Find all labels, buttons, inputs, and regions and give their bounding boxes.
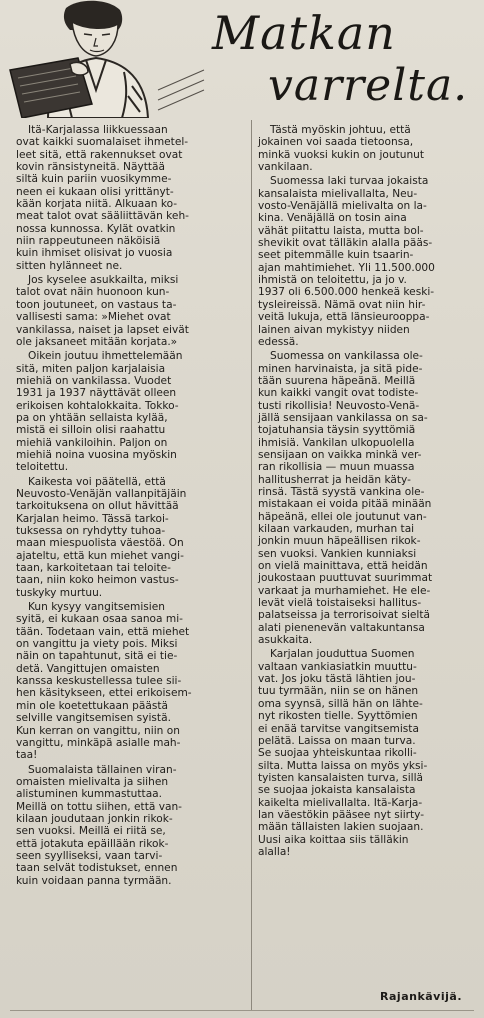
text-line: palatseissa ja terrorisoivat sieltä: [258, 609, 431, 622]
paragraph: [258, 648, 478, 858]
author-signature: Rajankävijä.: [380, 990, 462, 1003]
text-line: tuksessa on ryhdytty tuhoa-: [16, 525, 166, 537]
text-line: jällä sensijaan vankilassa on sa-: [258, 411, 428, 424]
text-line: on vangittu ja viety pois. Miksi: [16, 638, 178, 651]
text-line: leet sitä, että rakennukset ovat: [16, 148, 183, 161]
text-line: Meillä on tottu siihen, että van-: [16, 800, 183, 813]
text-line: asukkaita.: [258, 634, 313, 647]
text-line: tysleireissä. Nämä ovat niin hir-: [258, 298, 426, 311]
text-line: tuu tyrmään, niin se on hänen: [258, 685, 419, 698]
text-line: Suomessa laki turvaa jokaista: [270, 175, 429, 188]
text-line: tuskyky murtuu.: [16, 586, 103, 599]
text-line: pelätä. Laissa on maan turva.: [258, 734, 416, 747]
text-line: Suomessa on vankilassa ole-: [270, 350, 423, 363]
text-line: veitä lukuja, että länsieurooppa-: [258, 311, 430, 324]
text-line: minkä vuoksi kukin on joutunut: [258, 148, 425, 161]
text-line: hallitusherrat ja heidän käty-: [258, 473, 411, 486]
text-line: lan väestökin pääsee nyt siirty-: [258, 808, 425, 821]
paragraph: [258, 350, 478, 646]
text-line: tään. Todetaan vain, että miehet: [16, 625, 190, 638]
text-line: häpeänä, ellei ole joutunut van-: [258, 510, 427, 523]
text-line: ovat kaikki suomalaiset ihmetel-: [16, 136, 189, 149]
paragraph: [16, 476, 245, 599]
text-line: se suojaa jokaista kansalaista: [258, 784, 416, 797]
text-line: valtaan vankiasiatkin muuttu-: [258, 660, 417, 673]
text-line: Kun kerran on vangittu, niin on: [16, 724, 180, 737]
text-line: vosto-Venäjällä mielivalta on la-: [258, 200, 427, 213]
text-line: oma syynsä, sillä hän on lähte-: [258, 697, 423, 710]
text-line: teloitettu.: [16, 461, 69, 474]
text-line: kuin ihmiset olisivat jo vuosia: [16, 247, 173, 260]
text-line: kään korjata niitä. Alkuaan ko-: [16, 198, 178, 211]
text-line: miehiä on vankilassa. Vuodet: [16, 374, 172, 387]
text-line: lainen aivan mykistyy niiden: [258, 323, 410, 336]
text-line: seet pitemmälle kuin tsaarin-: [258, 249, 414, 262]
text-line: kun kaikki vangit ovat todiste-: [258, 387, 419, 400]
text-line: on vielä mainittava, että heidän: [258, 560, 428, 573]
left-column: [16, 124, 245, 887]
text-line: Tästä myöskin johtuu, että: [270, 124, 411, 136]
text-line: sen vuoksi. Vankien kunniaksi: [258, 547, 417, 560]
text-line: rinsä. Tästä syystä vankina ole-: [258, 485, 425, 498]
text-line: siltä kuin pariin vuosikymme-: [16, 173, 172, 186]
text-line: vankilassa, naiset ja lapset eivät: [16, 323, 189, 336]
text-line: taan, karkoitetaan tai teloite-: [16, 562, 171, 575]
text-line: talot ovat näin huonoon kun-: [16, 286, 170, 299]
text-line: toon joutuneet, on vastaus ta-: [16, 298, 177, 311]
text-line: näin on tapahtunut, sitä ei tie-: [16, 650, 178, 663]
bottom-rule: [10, 1010, 474, 1011]
paragraph: [16, 350, 245, 473]
text-line: shevikit ovat tälläkin alalla pääs-: [258, 237, 433, 250]
column-header: [0, 0, 484, 118]
text-line: jonkin muun häpeällisen rikok-: [258, 535, 421, 548]
text-line: ihmistä on teloitettu, ja jo v.: [258, 274, 407, 287]
text-line: sitten hylänneet ne.: [16, 259, 123, 272]
text-line: kuin voidaan panna tyrmään.: [16, 874, 172, 887]
text-line: tään suurena häpeänä. Meillä: [258, 374, 416, 387]
right-column: [258, 124, 478, 858]
column-divider: [251, 120, 252, 1010]
text-line: ran rikollisia — muun muassa: [258, 461, 415, 474]
text-line: joukostaan puuttuvat suurimmat: [258, 572, 433, 585]
text-line: ole jaksaneet mitään korjata.»: [16, 335, 178, 348]
text-line: vallisesti sama: »Miehet ovat: [16, 311, 171, 324]
text-line: selville vangitsemisen syistä.: [16, 712, 171, 725]
text-line: neen ei kukaan olisi yrittänyt-: [16, 185, 174, 198]
text-line: Kun kysyy vangitsemisien: [28, 601, 165, 614]
text-line: Jos kyselee asukkailta, miksi: [28, 274, 179, 287]
paragraph: [16, 124, 245, 272]
text-line: detä. Vangittujen omaisten: [16, 662, 160, 675]
text-line: sitä, miten paljon karjalaisia: [16, 362, 166, 375]
text-line: ihmisiä. Vankilan ulkopuolella: [258, 436, 415, 449]
text-line: Itä-Karjalassa liikkuessaan: [28, 124, 168, 136]
text-line: meat talot ovat sääliittävän keh-: [16, 210, 189, 223]
title-line-1: Matkan: [212, 6, 396, 60]
text-line: 1931 ja 1937 näyttävät olleen: [16, 387, 177, 400]
text-line: varkaat ja murhamiehet. He ele-: [258, 584, 431, 597]
text-line: sensijaan on vaikka minkä ver-: [258, 448, 422, 461]
text-line: seen syylliseksi, vaan tarvi-: [16, 849, 163, 862]
text-line: nossa kunnossa. Kylät ovatkin: [16, 222, 176, 235]
text-line: syitä, ei kukaan osaa sanoa mi-: [16, 613, 183, 626]
text-line: edessä.: [258, 335, 299, 348]
text-line: levät vielä toistaiseksi hallitus-: [258, 597, 422, 610]
text-line: 1937 oli 6.500.000 henkeä keski-: [258, 286, 435, 299]
paragraph: [16, 601, 245, 761]
text-line: kilaan joudutaan jonkin rikok-: [16, 812, 173, 825]
text-line: miehiä vankiloihin. Paljon on: [16, 436, 168, 449]
text-line: silta. Mutta laissa on myös yksi-: [258, 759, 428, 772]
text-line: minen harvinaista, ja sitä pide-: [258, 362, 423, 375]
text-line: hen käsitykseen, ettei erikoisem-: [16, 687, 192, 700]
text-line: Kaikesta voi päätellä, että: [28, 475, 166, 488]
title-line-2: varrelta.: [268, 60, 469, 111]
text-line: mistakaan ei voida pitää minään: [258, 498, 432, 511]
text-line: kilaan varkauden, murhan tai: [258, 523, 415, 535]
text-line: Karjalan jouduttua Suomen: [270, 648, 415, 661]
text-line: kaikelta mielivallalta. Itä-Karja-: [258, 796, 423, 809]
text-line: ajateltu, että kun miehet vangi-: [16, 549, 184, 562]
text-line: kina. Venäjällä on tosin aina: [258, 212, 407, 225]
text-line: Uusi aika koittaa siis tälläkin: [258, 833, 409, 846]
text-line: Karjalan heimo. Tässä tarkoi-: [16, 512, 169, 525]
paragraph: [258, 124, 478, 173]
text-line: erikoisen kohtalokkaita. Tokko-: [16, 399, 179, 412]
text-line: alistuminen kummastuttaa.: [16, 788, 163, 801]
text-line: kansalaista mielivallalta, Neu-: [258, 187, 418, 200]
reading-man-illustration: [8, 0, 208, 118]
text-line: mistä ei silloin olisi raahattu: [16, 424, 166, 437]
text-line: maan miespuolista väestöä. On: [16, 537, 184, 550]
text-line: alati pienenevän valtakuntansa: [258, 621, 425, 634]
text-line: min ole koetettukaan päästä: [16, 699, 168, 712]
text-line: kanssa keskustellessa tulee sii-: [16, 675, 182, 688]
text-line: Se suojaa yhteiskuntaa rikolli-: [258, 747, 417, 760]
text-line: kovin ränsistyneitä. Näyttää: [16, 161, 166, 174]
text-line: alalla!: [258, 845, 291, 858]
text-line: sen vuoksi. Meillä ei riitä se,: [16, 825, 166, 838]
text-line: tarkoituksena on ollut hävittää: [16, 500, 179, 513]
text-line: pa on yhtään sellaista kylää,: [16, 411, 168, 424]
text-line: tusti rikollisia! Neuvosto-Venä-: [258, 399, 420, 412]
text-line: vankilaan.: [258, 161, 313, 174]
text-line: niin rappeutuneen näköisiä: [16, 235, 161, 248]
paragraph: [16, 764, 245, 887]
text-line: taan, niin koko heimon vastus-: [16, 574, 179, 587]
text-line: jokainen voi saada tietoonsa,: [258, 136, 414, 149]
text-line: ei enää tarvitse vangitsemista: [258, 722, 419, 735]
paragraph: [258, 175, 478, 348]
text-line: Oikein joutuu ihmettelemään: [28, 350, 183, 363]
text-line: omaisten mielivalta ja siihen: [16, 775, 169, 788]
text-line: tojatuhansia täysin syyttömiä: [258, 424, 416, 437]
text-line: että jotakuta epäillään rikok-: [16, 837, 169, 850]
text-line: nyt rikosten tielle. Syyttömien: [258, 710, 418, 723]
text-line: ajan mahtimiehet. Yli 11.500.000: [258, 261, 435, 274]
text-line: Neuvosto-Venäjän vallanpitäjäin: [16, 487, 187, 500]
text-line: taa!: [16, 749, 38, 762]
paragraph: [16, 274, 245, 348]
text-line: vähät piitattu laista, mutta bol-: [258, 224, 424, 237]
text-line: taan selvät todistukset, ennen: [16, 862, 178, 875]
text-line: vat. Jos joku tästä lähtien jou-: [258, 673, 416, 686]
text-line: Suomalaista tällainen viran-: [28, 763, 177, 776]
text-line: miehiä noina vuosina myöskin: [16, 448, 177, 461]
text-line: vangittu, minkäpä asialle mah-: [16, 736, 181, 749]
text-line: mään tällaisten lakien suojaan.: [258, 821, 424, 834]
text-line: tyisten kansalaisten turva, sillä: [258, 771, 424, 784]
